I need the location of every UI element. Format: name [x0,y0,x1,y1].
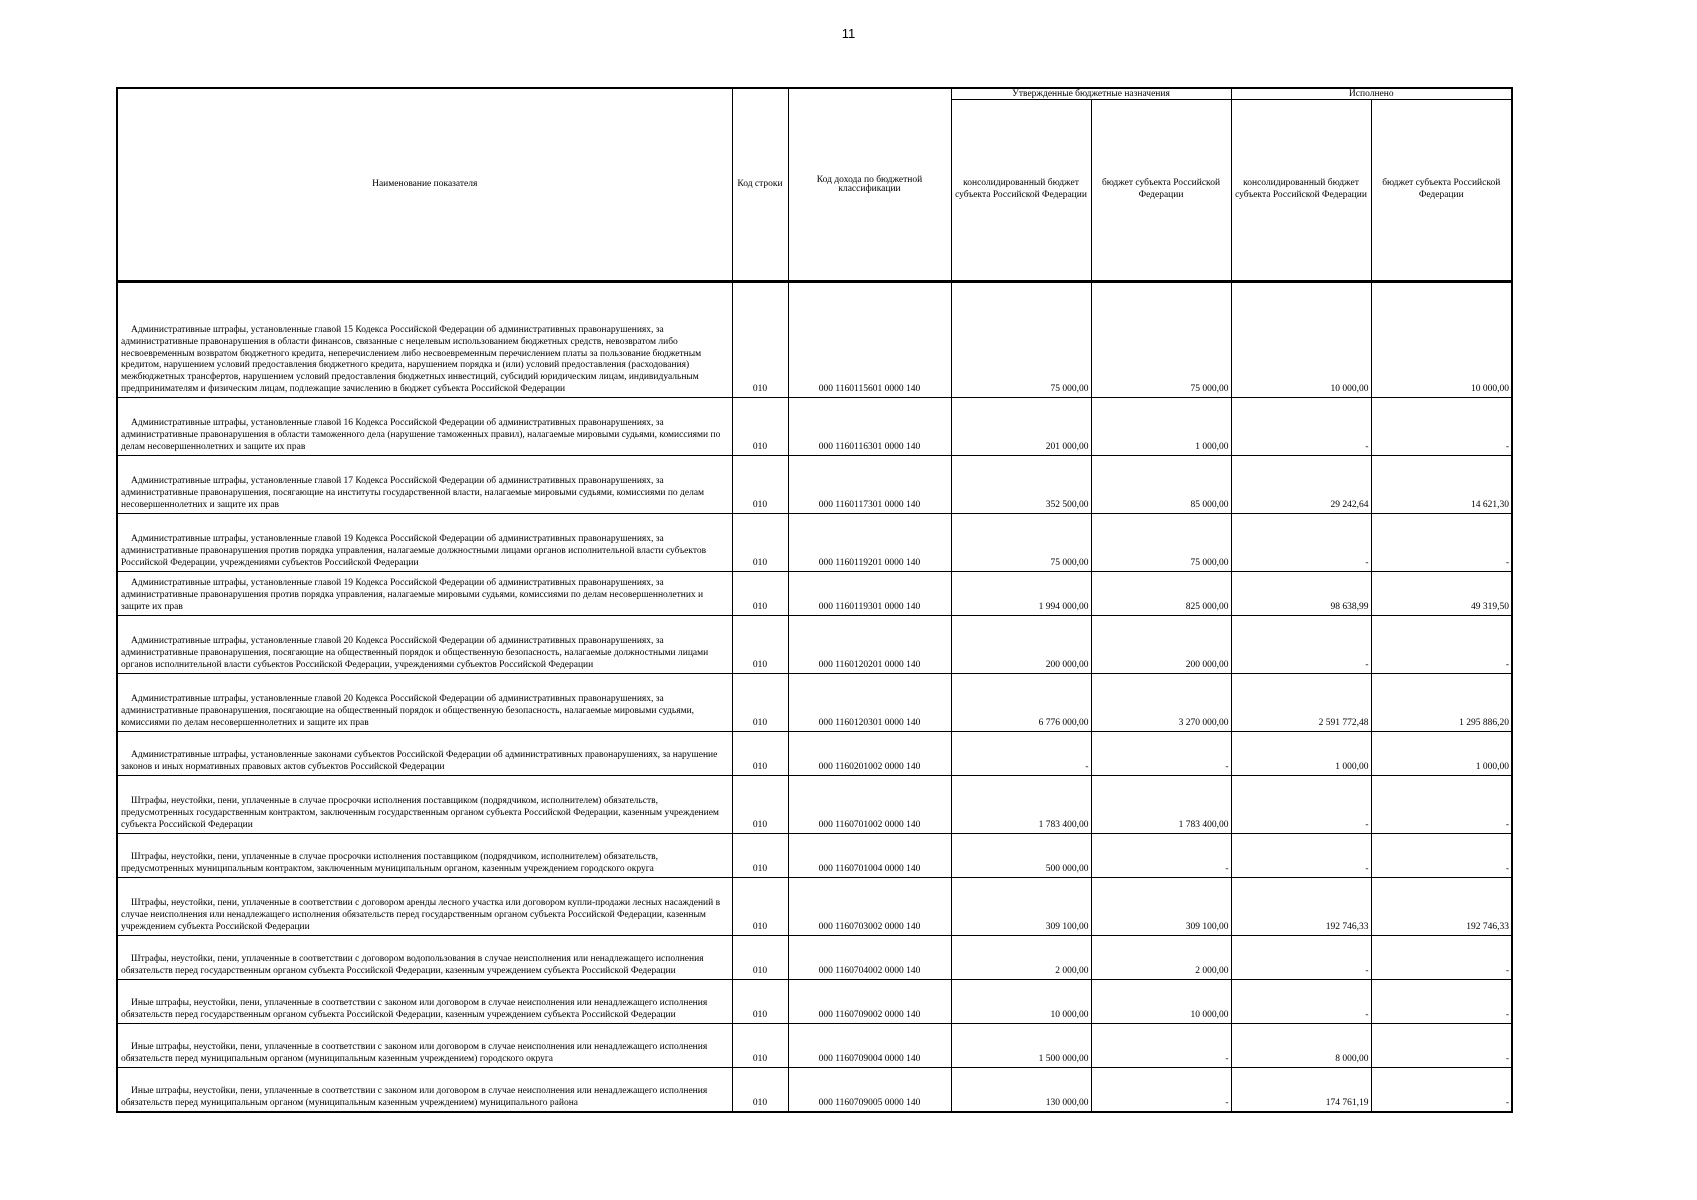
row-executed-consolidated: - [1231,936,1371,980]
row-executed-consolidated: 1 000,00 [1231,732,1371,776]
row-executed-consolidated: 10 000,00 [1231,282,1371,398]
row-code: 010 [732,456,788,514]
table-row [117,282,1512,398]
row-executed-subject: 192 746,33 [1371,878,1512,936]
table-row [117,398,1512,456]
row-code: 010 [732,936,788,980]
row-approved-subject: 75 000,00 [1091,514,1231,572]
header-approved-subject: бюджет субъекта Российской Федерации [1091,100,1231,282]
row-executed-subject: - [1371,776,1512,834]
row-code: 010 [732,514,788,572]
table-row [117,936,1512,980]
row-kbk: 000 1160709002 0000 140 [788,980,951,1024]
row-executed-consolidated: 2 591 772,48 [1231,674,1371,732]
row-executed-subject: - [1371,936,1512,980]
row-name: Штрафы, неустойки, пени, уплаченные в случае просрочки исполнения поставщиком (подрядчиком, исполнителем) обязательств, предусмотренных муниципальным контрактом, заключенным муниципальным органом, казенным учреждением городского округа [117,834,732,878]
row-approved-consolidated: 201 000,00 [951,398,1091,456]
row-approved-subject: - [1091,834,1231,878]
row-approved-consolidated: 309 100,00 [951,878,1091,936]
row-approved-consolidated: 6 776 000,00 [951,674,1091,732]
row-approved-subject: - [1091,1024,1231,1068]
row-kbk: 000 1160119201 0000 140 [788,514,951,572]
row-approved-consolidated: - [951,732,1091,776]
row-approved-consolidated: 200 000,00 [951,616,1091,674]
row-kbk: 000 1160119301 0000 140 [788,572,951,616]
row-kbk: 000 1160701002 0000 140 [788,776,951,834]
row-name: Административные штрафы, установленные главой 19 Кодекса Российской Федерации об административных правонарушениях, за административные правонарушения против порядка управления, налагаемые мировыми судьями, комиссиями по делам несовершеннолетних и защите их прав [117,572,732,616]
row-approved-subject: 309 100,00 [1091,878,1231,936]
row-name: Иные штрафы, неустойки, пени, уплаченные в соответствии с законом или договором в случае неисполнения или ненадлежащего исполнения обязательств перед муниципальным органом (муниципальным казенным учреждением) муниципального района [117,1068,732,1112]
table-row [117,732,1512,776]
budget-revenue-table [116,87,1513,1113]
row-executed-consolidated: - [1231,980,1371,1024]
header-executed-group: Исполнено [1231,88,1512,100]
row-approved-subject: 10 000,00 [1091,980,1231,1024]
row-executed-consolidated: - [1231,514,1371,572]
row-name: Административные штрафы, установленные главой 15 Кодекса Российской Федерации об административных правонарушениях, за административные правонарушения в области финансов, связанные с нецелевым использованием бюджетных средств, невозвратом либо несвоевременным возвратом бюджетного кредита, неперечислением либо несвоевременным перечислением платы за пользование бюджетным кредитом, нарушением условий предоставления бюджетного кредита, нарушением порядка и (или) условий предоставления (расходования) межбюджетных трансфертов, нарушением условий предоставления бюджетных инвестиций, субсидий юридическим лицам, индивидуальным предпринимателям и физическим лицам, подлежащие зачислению в бюджет субъекта Российской Федерации [117,282,732,398]
row-executed-subject: 14 621,30 [1371,456,1512,514]
row-executed-consolidated: - [1231,776,1371,834]
table-row [117,878,1512,936]
row-code: 010 [732,834,788,878]
row-name: Административные штрафы, установленные законами субъектов Российской Федерации об административных правонарушениях, за нарушение законов и иных нормативных правовых актов субъектов Российской Федерации [117,732,732,776]
row-name: Административные штрафы, установленные главой 16 Кодекса Российской Федерации об административных правонарушениях, за административные правонарушения в области таможенного дела (нарушение таможенных правил), налагаемые мировыми судьями, комиссиями по делам несовершеннолетних и защите их прав [117,398,732,456]
table-row [117,1024,1512,1068]
header-approved-group: Утвержденные бюджетные назначения [951,88,1231,100]
table-row [117,456,1512,514]
row-executed-subject: 1 295 886,20 [1371,674,1512,732]
table-row [117,572,1512,616]
row-code: 010 [732,1024,788,1068]
row-code: 010 [732,776,788,834]
row-executed-subject: 1 000,00 [1371,732,1512,776]
row-approved-consolidated: 75 000,00 [951,514,1091,572]
row-name: Штрафы, неустойки, пени, уплаченные в случае просрочки исполнения поставщиком (подрядчиком, исполнителем) обязательств, предусмотренных государственным контрактом, заключенным государственным органом субъекта Российской Федерации, казенным учреждением субъекта Российской Федерации [117,776,732,834]
row-approved-consolidated: 2 000,00 [951,936,1091,980]
row-executed-subject: - [1371,616,1512,674]
row-approved-consolidated: 75 000,00 [951,282,1091,398]
row-executed-subject: 10 000,00 [1371,282,1512,398]
row-executed-subject: - [1371,834,1512,878]
row-name: Административные штрафы, установленные главой 17 Кодекса Российской Федерации об административных правонарушениях, за административные правонарушения, посягающие на институты государственной власти, налагаемые мировыми судьями, комиссиями по делам несовершеннолетних и защите их прав [117,456,732,514]
row-approved-subject: 200 000,00 [1091,616,1231,674]
row-approved-consolidated: 352 500,00 [951,456,1091,514]
row-kbk: 000 1160120301 0000 140 [788,674,951,732]
row-code: 010 [732,878,788,936]
row-code: 010 [732,572,788,616]
row-code: 010 [732,732,788,776]
row-approved-subject: - [1091,732,1231,776]
row-executed-consolidated: 8 000,00 [1231,1024,1371,1068]
table-row [117,674,1512,732]
header-code: Код строки [732,88,788,282]
row-executed-subject: 49 319,50 [1371,572,1512,616]
row-approved-consolidated: 10 000,00 [951,980,1091,1024]
row-approved-subject: 85 000,00 [1091,456,1231,514]
row-name: Штрафы, неустойки, пени, уплаченные в соответствии с договором водопользования в случае неисполнения или ненадлежащего исполнения обязательств перед государственным органом субъекта Российской Федерации, казенным учреждением субъекта Российской Федерации [117,936,732,980]
row-approved-subject: 1 000,00 [1091,398,1231,456]
row-approved-consolidated: 1 994 000,00 [951,572,1091,616]
row-kbk: 000 1160116301 0000 140 [788,398,951,456]
header-executed-consolidated: консолидированный бюджет субъекта Российской Федерации [1231,100,1371,282]
row-approved-consolidated: 130 000,00 [951,1068,1091,1112]
row-kbk: 000 1160117301 0000 140 [788,456,951,514]
table-row [117,514,1512,572]
row-kbk: 000 1160701004 0000 140 [788,834,951,878]
row-approved-subject: 825 000,00 [1091,572,1231,616]
row-kbk: 000 1160120201 0000 140 [788,616,951,674]
row-kbk: 000 1160709004 0000 140 [788,1024,951,1068]
row-executed-consolidated: - [1231,616,1371,674]
row-name: Иные штрафы, неустойки, пени, уплаченные в соответствии с законом или договором в случае неисполнения или ненадлежащего исполнения обязательств перед государственным органом субъекта Российской Федерации, казенным учреждением субъекта Российской Федерации [117,980,732,1024]
row-executed-consolidated: 174 761,19 [1231,1068,1371,1112]
table-row [117,776,1512,834]
page-number: 11 [841,26,856,41]
row-code: 010 [732,282,788,398]
row-name: Иные штрафы, неустойки, пени, уплаченные в соответствии с законом или договором в случае неисполнения или ненадлежащего исполнения обязательств перед муниципальным органом (муниципальным казенным учреждением) городского округа [117,1024,732,1068]
row-executed-consolidated: - [1231,834,1371,878]
row-executed-subject: - [1371,1024,1512,1068]
row-executed-subject: - [1371,514,1512,572]
row-kbk: 000 1160201002 0000 140 [788,732,951,776]
row-code: 010 [732,1068,788,1112]
row-kbk: 000 1160703002 0000 140 [788,878,951,936]
row-name: Штрафы, неустойки, пени, уплаченные в соответствии с договором аренды лесного участка или договором купли-продажи лесных насаждений в случае неисполнения или ненадлежащего исполнения обязательств перед государственным органом субъекта Российской Федерации, казенным учреждением субъекта Российской Федерации [117,878,732,936]
table-body [117,282,1512,1112]
header-executed-subject: бюджет субъекта Российской Федерации [1371,100,1512,282]
row-executed-consolidated: 29 242,64 [1231,456,1371,514]
row-name: Административные штрафы, установленные главой 19 Кодекса Российской Федерации об административных правонарушениях, за административные правонарушения против порядка управления, налагаемые должностными лицами органов исполнительной власти субъектов Российской Федерации, учреждениями субъектов Российской Федерации [117,514,732,572]
row-approved-consolidated: 1 783 400,00 [951,776,1091,834]
table-row [117,1068,1512,1112]
header-kbk: Код дохода по бюджетной классификации [788,88,951,282]
row-approved-consolidated: 1 500 000,00 [951,1024,1091,1068]
row-executed-consolidated: 192 746,33 [1231,878,1371,936]
row-kbk: 000 1160115601 0000 140 [788,282,951,398]
row-approved-consolidated: 500 000,00 [951,834,1091,878]
header-name: Наименование показателя [117,88,732,282]
row-executed-consolidated: 98 638,99 [1231,572,1371,616]
table-row [117,616,1512,674]
row-executed-subject: - [1371,980,1512,1024]
row-approved-subject: 3 270 000,00 [1091,674,1231,732]
row-code: 010 [732,674,788,732]
row-approved-subject: 2 000,00 [1091,936,1231,980]
table-row [117,980,1512,1024]
row-code: 010 [732,398,788,456]
row-executed-subject: - [1371,398,1512,456]
row-kbk: 000 1160709005 0000 140 [788,1068,951,1112]
row-name: Административные штрафы, установленные главой 20 Кодекса Российской Федерации об административных правонарушениях, за административные правонарушения, посягающие на общественный порядок и общественную безопасность, налагаемые должностными лицами органов исполнительной власти субъектов Российской Федерации, учреждениями субъектов Российской Федерации [117,616,732,674]
row-executed-consolidated: - [1231,398,1371,456]
header-approved-consolidated: консолидированный бюджет субъекта Российской Федерации [951,100,1091,282]
row-approved-subject: 1 783 400,00 [1091,776,1231,834]
row-approved-subject: 75 000,00 [1091,282,1231,398]
row-executed-subject: - [1371,1068,1512,1112]
row-approved-subject: - [1091,1068,1231,1112]
table-row [117,834,1512,878]
row-kbk: 000 1160704002 0000 140 [788,936,951,980]
row-code: 010 [732,616,788,674]
row-code: 010 [732,980,788,1024]
row-name: Административные штрафы, установленные главой 20 Кодекса Российской Федерации об административных правонарушениях, за административные правонарушения, посягающие на общественный порядок и общественную безопасность, налагаемые мировыми судьями, комиссиями по делам несовершеннолетних и защите их прав [117,674,732,732]
